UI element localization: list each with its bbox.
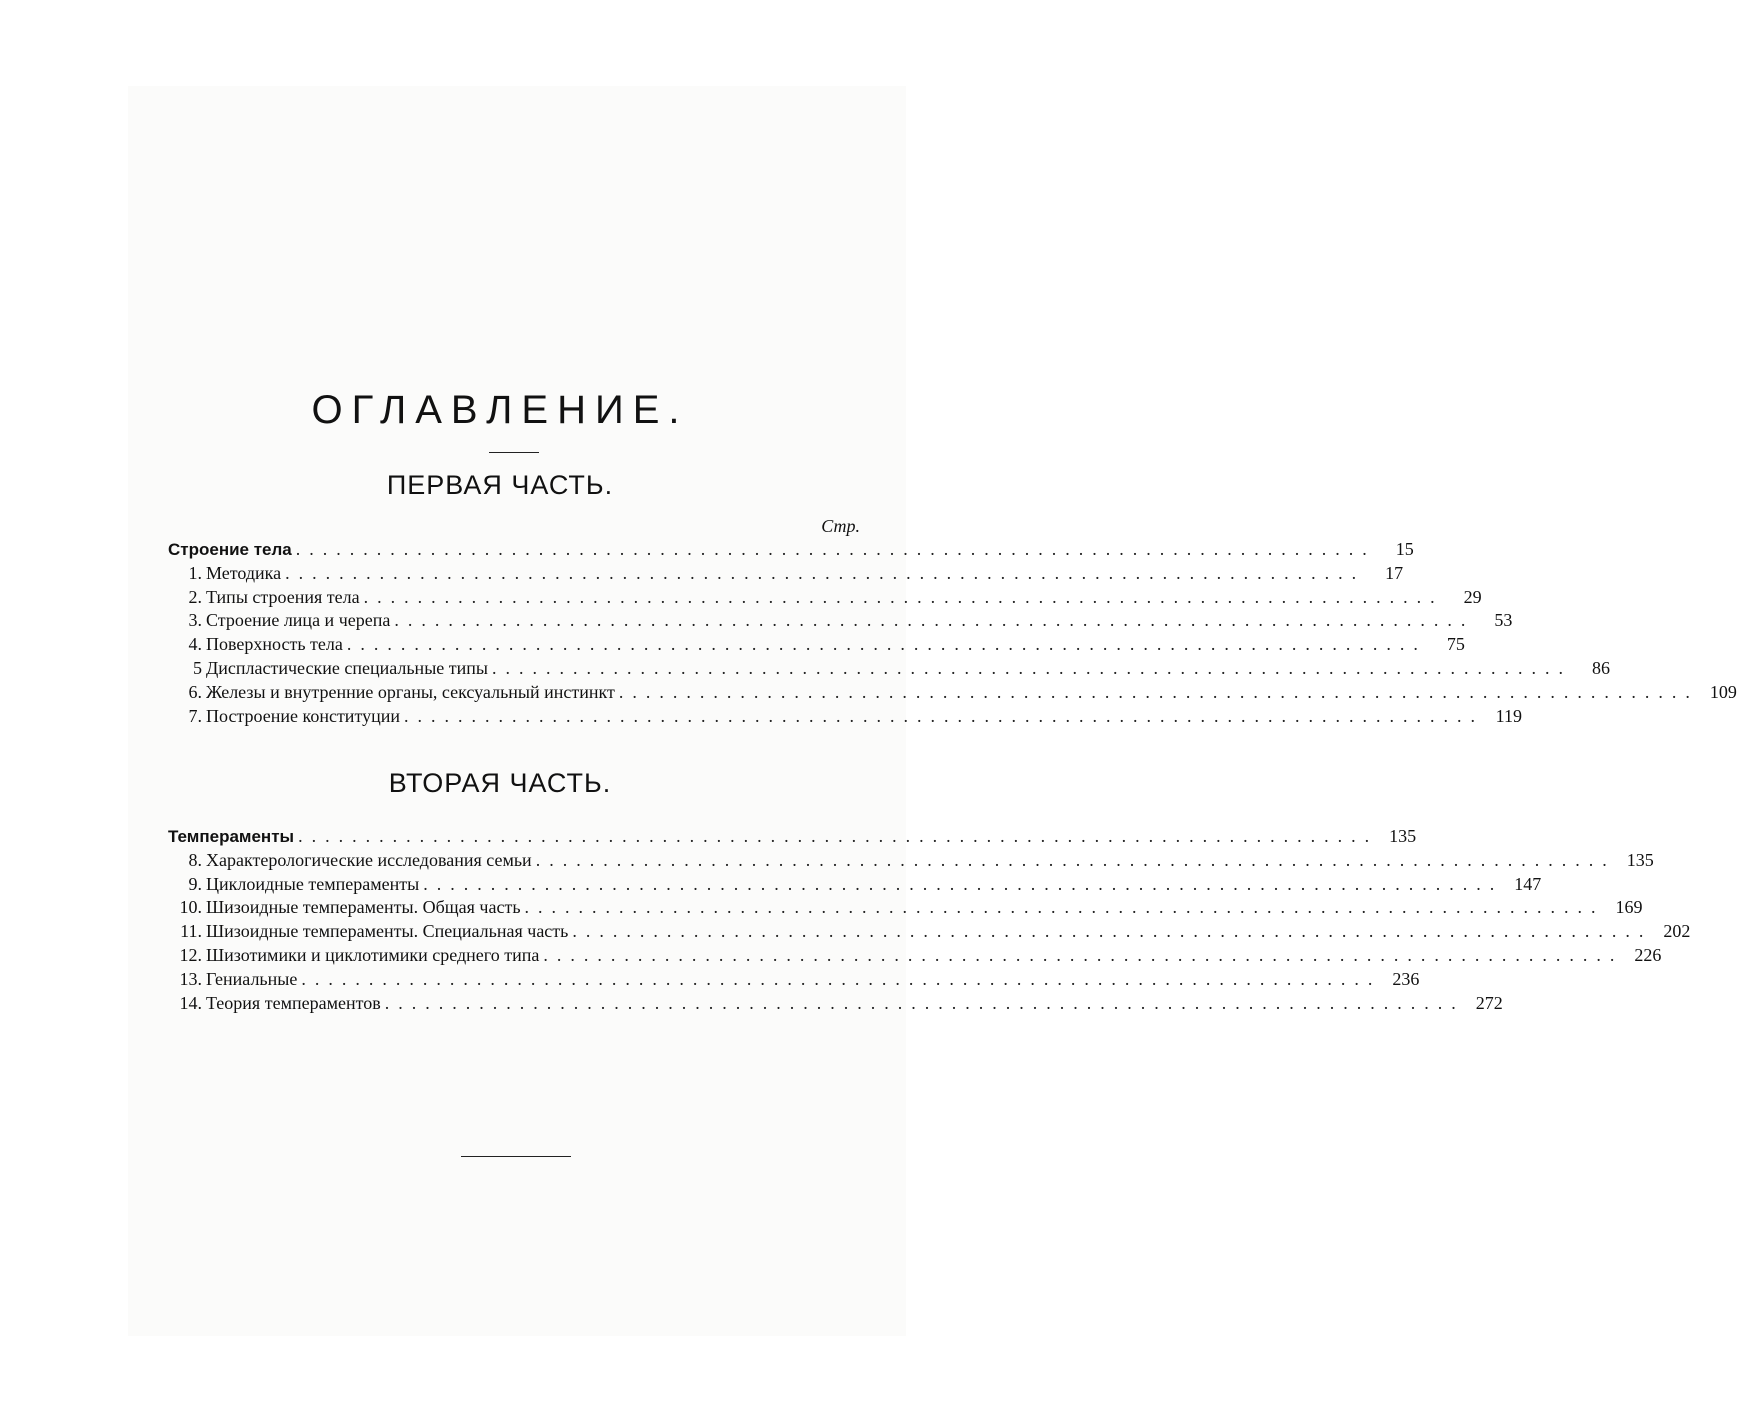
toc-entry-number: 9. bbox=[188, 873, 202, 894]
leader-dots: ................................................................................ bbox=[492, 657, 1572, 678]
toc-page-number: 86 bbox=[1592, 657, 1610, 678]
toc-page-number: 53 bbox=[1494, 610, 1513, 631]
toc-entry-number: 5 bbox=[193, 657, 202, 678]
leader-dots: ................................................................................ bbox=[295, 539, 1376, 559]
toc-page-number: 135 bbox=[1626, 849, 1654, 870]
toc-entry-label: Шизотимики и циклотимики среднего типа bbox=[206, 944, 540, 965]
toc-entry-label: Строение лица и черепа bbox=[206, 610, 391, 631]
leader-dots: ................................................................................ bbox=[572, 921, 1653, 942]
toc-entry-label: Поверхность тела bbox=[206, 634, 343, 655]
toc-part-one bbox=[168, 538, 1737, 728]
toc-entry-label: Железы и внутренние органы, сексуальный инстинкт bbox=[206, 681, 615, 702]
toc-entry-number: 14. bbox=[179, 992, 202, 1013]
toc-entry-label: Методика bbox=[206, 562, 282, 583]
toc-entry-number: 13. bbox=[179, 968, 202, 989]
leader-dots: ................................................................................ bbox=[298, 826, 1379, 846]
leader-dots: ................................................................................ bbox=[363, 586, 1444, 607]
toc-page-number: 135 bbox=[1389, 826, 1417, 846]
toc-entry bbox=[168, 705, 1522, 729]
toc-entry bbox=[168, 992, 1503, 1016]
toc-entry-number: 4. bbox=[188, 634, 202, 655]
leader-dots: ................................................................................ bbox=[524, 897, 1605, 918]
toc-section-row bbox=[168, 825, 1417, 849]
page-title: ОГЛАВЛЕНИЕ. bbox=[311, 388, 689, 432]
leader-dots: ................................................................................ bbox=[403, 705, 1484, 726]
leader-dots: ................................................................................ bbox=[543, 944, 1624, 965]
toc-entry bbox=[168, 562, 1404, 586]
toc-page-number: 109 bbox=[1709, 681, 1737, 702]
toc-entry bbox=[168, 944, 1662, 968]
toc-entry bbox=[168, 586, 1482, 610]
toc-entry bbox=[168, 657, 1610, 681]
toc-entry bbox=[168, 633, 1465, 657]
toc-section-label: Темпераменты bbox=[168, 827, 295, 846]
toc-entry-label: Циклоидные темпераменты bbox=[206, 873, 420, 894]
toc-entry bbox=[168, 849, 1654, 873]
leader-dots: ................................................................................ bbox=[423, 873, 1504, 894]
leader-dots: ................................................................................ bbox=[384, 992, 1465, 1013]
leader-dots: ................................................................................ bbox=[285, 562, 1366, 583]
toc-page-number: 226 bbox=[1634, 944, 1662, 965]
toc-page-number: 236 bbox=[1392, 968, 1420, 989]
title-divider bbox=[489, 452, 539, 453]
toc-entry-number: 10. bbox=[179, 897, 202, 918]
toc-entry-label: Диспластические специальные типы bbox=[206, 657, 488, 678]
part-one-title: ПЕРВАЯ ЧАСТЬ. bbox=[386, 470, 614, 500]
toc-entry-number: 7. bbox=[188, 705, 202, 726]
toc-entry-number: 11. bbox=[180, 921, 202, 942]
toc-entry-label: Теория темпераментов bbox=[206, 992, 381, 1013]
toc-entry bbox=[168, 968, 1420, 992]
leader-dots: ................................................................................ bbox=[394, 610, 1475, 631]
leader-dots: ................................................................................ bbox=[618, 681, 1699, 702]
page-column-header: Стр. bbox=[821, 516, 860, 536]
toc-entry-number: 12. bbox=[179, 944, 202, 965]
toc-page-number: 119 bbox=[1495, 705, 1522, 726]
toc-section-label: Строение тела bbox=[168, 540, 292, 559]
toc-entry-label: Типы строения тела bbox=[206, 586, 360, 607]
part-two-title: ВТОРАЯ ЧАСТЬ. bbox=[388, 768, 612, 798]
leader-dots: ................................................................................ bbox=[535, 849, 1616, 870]
toc-entry-number: 8. bbox=[188, 849, 202, 870]
toc-entry-number: 2. bbox=[188, 586, 202, 607]
toc-page-number: 29 bbox=[1463, 586, 1482, 607]
leader-dots: ................................................................................ bbox=[346, 634, 1427, 655]
toc-entry bbox=[168, 609, 1513, 633]
toc-entry-label: Шизоидные темпераменты. Специальная часть bbox=[206, 921, 569, 942]
toc-entry-number: 3. bbox=[188, 610, 202, 631]
toc-entry-label: Шизоидные темпераменты. Общая часть bbox=[206, 897, 521, 918]
toc-entry-number: 6. bbox=[188, 681, 202, 702]
toc-page-number: 202 bbox=[1663, 921, 1691, 942]
toc-entry bbox=[168, 920, 1691, 944]
toc-page-number: 15 bbox=[1395, 539, 1414, 559]
toc-part-two bbox=[168, 825, 1691, 1015]
toc-entry-number: 1. bbox=[188, 562, 202, 583]
toc-page-number: 75 bbox=[1446, 634, 1465, 655]
toc-page-number: 272 bbox=[1475, 992, 1503, 1013]
toc-entry bbox=[168, 681, 1737, 705]
toc-entry-label: Построение конституции bbox=[206, 705, 400, 726]
leader-dots: ................................................................................ bbox=[301, 968, 1382, 989]
bottom-divider bbox=[461, 1156, 571, 1157]
toc-entry-label: Характерологические исследования семьи bbox=[206, 849, 532, 870]
toc-entry bbox=[168, 896, 1643, 920]
toc-page-number: 169 bbox=[1615, 897, 1643, 918]
toc-section-row bbox=[168, 538, 1414, 562]
toc-entry-label: Гениальные bbox=[206, 968, 298, 989]
toc-page-number: 147 bbox=[1514, 873, 1542, 894]
toc-page-number: 17 bbox=[1385, 562, 1404, 583]
toc-entry bbox=[168, 873, 1542, 897]
